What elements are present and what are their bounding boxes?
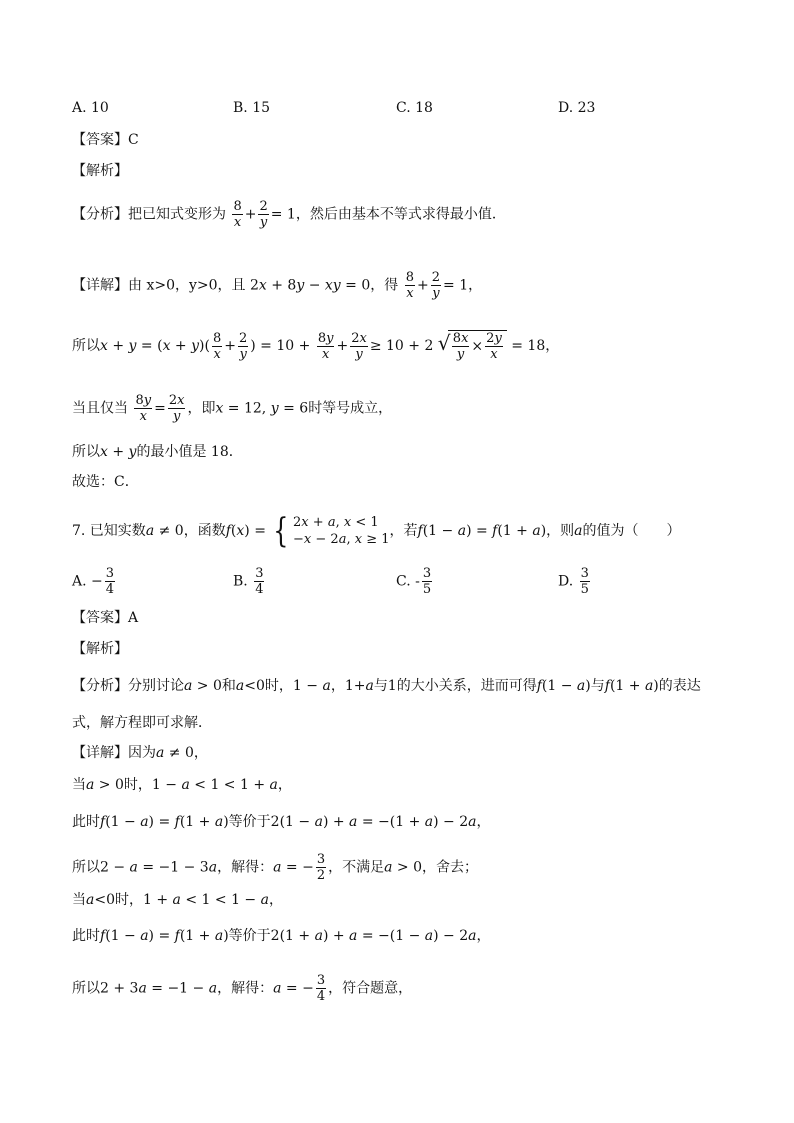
q7-stem: 7. 已知实数a ≠ 0，函数f(x) = { 2x + a, x < 1 −x − 2a, x ≥ 1 ，若f(1 − a) = f(1 + a)，则a的值为（ ） [72,511,681,551]
q6-choose: 故选：C． [72,474,139,490]
q7-case1-equation: 此时f(1 − a) = f(1 + a)等价于2(1 − a) + a = −(1 + a) − 2a， [72,814,491,830]
q6-inequality-line: 所以x + y = (x + y)( $\frac{8}{x}$ + $\frac{2}{y}$ ) = 10 + $\frac{8y}{x}$ + $\frac{2x}{y}$ ≥ 10 + 2 √ $\frac{8x}{y}$ × $\frac{2y}{x}$ = 18， [72,330,559,362]
q6-option-c: C. 18 [396,100,433,116]
q6-option-d: D. 23 [558,100,596,116]
q7-option-d: D. $\frac{3}{5}$ [558,566,589,597]
q7-case2-solution: 所以2 + 3a = −1 − a，解得：a = − $\frac{3}{4}$ ，符合题意， [72,973,413,1004]
q6-min-value: 所以x + y的最小值是 18． [72,444,243,460]
q7-case1-solution: 所以2 − a = −1 − 3a，解得：a = − $\frac{3}{2}$ ，不满足a > 0，舍去； [72,852,478,883]
q7-option-c: C. - $\frac{3}{5}$ [396,566,432,597]
q6-option-a: A. 10 [72,100,109,116]
q6-answer: 【答案】C [72,132,139,148]
q7-case2: 当a<0时，1 + a < 1 < 1 − a， [72,892,283,908]
q6-option-b: B. 15 [233,100,271,116]
q7-fenxi-cont: 式，解方程即可求解． [72,715,212,731]
q7-case2-equation: 此时f(1 − a) = f(1 + a)等价于2(1 + a) + a = −(1 − a) − 2a， [72,928,491,944]
q6-equality-condition: 当且仅当 $\frac{8y}{x}$ = $\frac{2x}{y}$ ，即x = 12, y = 6时等号成立， [72,393,393,424]
q6-fenxi: 【分析】把已知式变形为 $\frac{8}{x}$ + $\frac{2}{y}$ = 1，然后由基本不等式求得最小值． [72,199,506,230]
q7-analysis-tag: 【解析】 [72,641,128,657]
q6-analysis-tag: 【解析】 [72,163,128,179]
q7-answer: 【答案】A [72,610,139,626]
q7-case1: 当a > 0时，1 − a < 1 < 1 + a， [72,777,292,793]
q7-option-b: B. $\frac{3}{4}$ [233,566,264,597]
q7-fenxi: 【分析】分别讨论a > 0和a<0时，1 − a，1+a与1的大小关系，进而可得f(1 − a)与f(1 + a)的表达 [72,678,701,694]
q7-detail: 【详解】因为a ≠ 0， [72,745,208,761]
q7-option-a: A. − $\frac{3}{4}$ [72,566,115,597]
q6-detail: 【详解】由 x>0，y>0，且 2x + 8y − xy = 0，得 $\frac{8}{x}$ + $\frac{2}{y}$ = 1， [72,270,483,301]
